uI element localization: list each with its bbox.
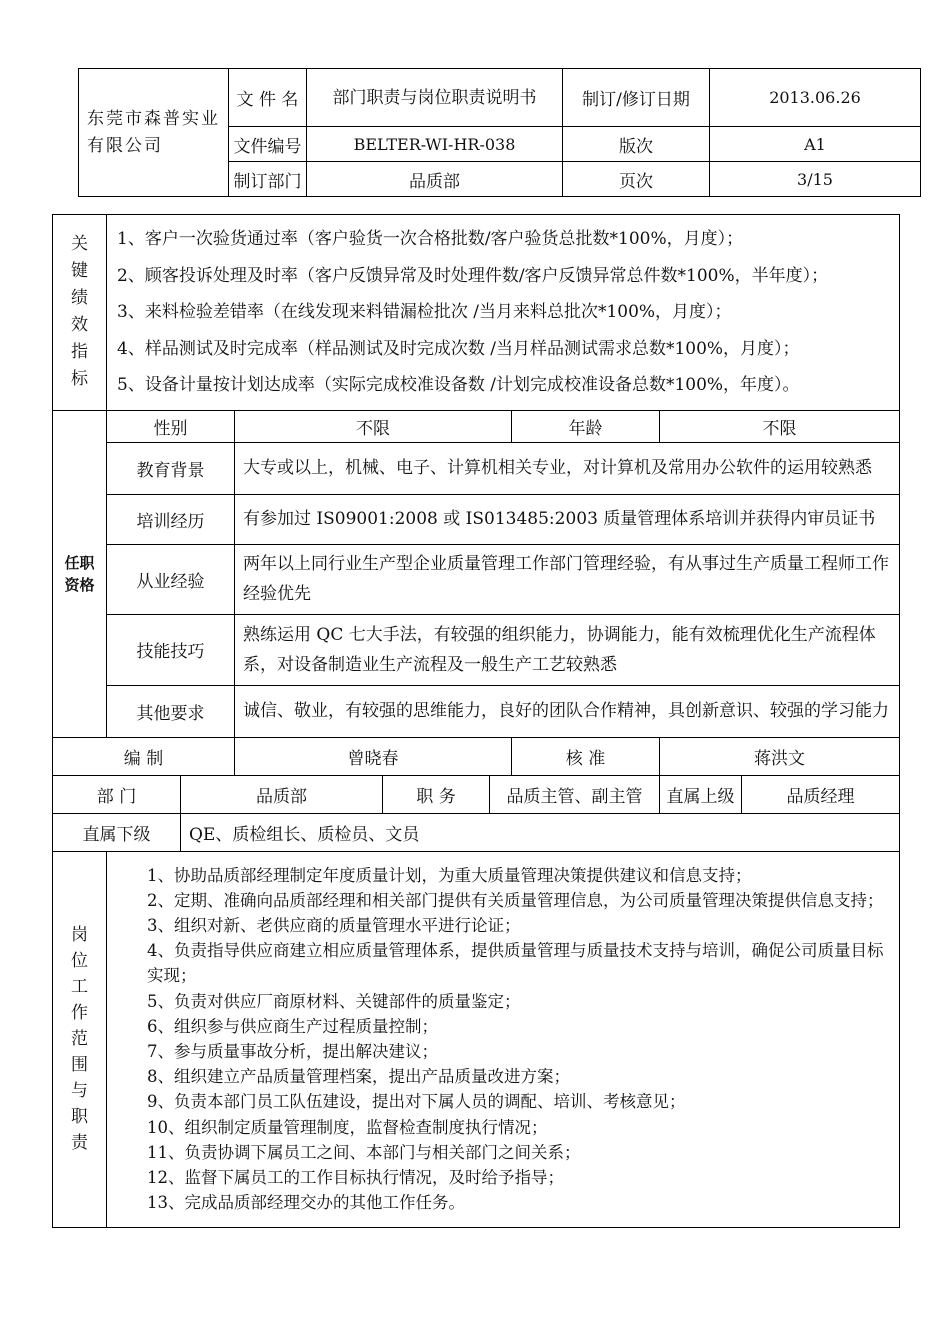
duty-item: 11、负责协调下属员工之间、本部门与相关部门之间关系；: [147, 1142, 581, 1162]
education-label: 教育背景: [107, 442, 235, 494]
position-title-label: 职 务: [383, 775, 490, 813]
other-value: 诚信、敬业，有较强的思维能力，良好的团队合作精神，具创新意识、较强的学习能力: [235, 685, 900, 737]
position-dept-value: 品质部: [181, 775, 383, 813]
duty-item: 1、协助品质部经理制定年度质量计划，为重大质量管理决策提供建议和信息支持；: [147, 865, 752, 885]
gender-label: 性别: [107, 410, 235, 442]
other-label: 其他要求: [107, 685, 235, 737]
superior-label: 直属上级: [660, 775, 742, 813]
kpi-item: 2、顾客投诉处理及时率（客户反馈异常及时处理件数/客户反馈异常总件数*100%，半年度）；: [117, 265, 829, 286]
kpi-item: 4、样品测试及时完成率（样品测试及时完成次数 /当月样品测试需求总数*100%，月度）；: [117, 338, 800, 359]
approver-label: 核 准: [512, 737, 660, 775]
file-name-value: 部门职责与岗位职责说明书: [307, 69, 563, 127]
page-value: 3/15: [710, 162, 921, 197]
duty-item: 10、组织制定质量管理制度，监督检查制度执行情况；: [147, 1117, 548, 1137]
skills-value: 熟练运用 QC 七大手法，有较强的组织能力，协调能力，能有效梳理优化生产流程体系，对设备制造业生产流程及一般生产工艺较熟悉: [235, 614, 900, 685]
duty-item: 12、监督下属员工的工作目标执行情况，及时给予指导；: [147, 1168, 564, 1188]
duty-item: 4、负责指导供应商建立相应质量管理体系，提供质量管理与质量技术支持与培训，确促公司质量目标实现；: [147, 941, 884, 986]
company-name: 东莞市森普实业有限公司: [79, 69, 229, 197]
duty-item: 2、定期、准确向品质部经理和相关部门提供有关质量管理信息，为公司质量管理决策提供信息支持；: [147, 890, 884, 910]
author-label: 编 制: [53, 737, 235, 775]
dept-value: 品质部: [307, 162, 563, 197]
duty-item: 8、组织建立产品质量管理档案，提出产品质量改进方案；: [147, 1067, 570, 1087]
page-label: 页次: [563, 162, 710, 197]
duty-item: 6、组织参与供应商生产过程质量控制；: [147, 1016, 438, 1036]
age-value: 不限: [660, 410, 900, 442]
kpi-item: 5、设备计量按计划达成率（实际完成校准设备数 /计划完成校准设备总数*100%，年度）。: [117, 375, 800, 395]
duty-item: 5、负责对供应厂商原材料、关键部件的质量鉴定；: [147, 991, 521, 1011]
duty-item: 7、参与质量事故分析，提出解决建议；: [147, 1042, 438, 1061]
skills-label: 技能技巧: [107, 614, 235, 685]
date-value: 2013.06.26: [710, 69, 921, 127]
file-name-label: 文 件 名: [229, 69, 307, 127]
subordinate-label: 直属下级: [53, 813, 181, 851]
duty-item: 9、负责本部门员工队伍建设，提出对下属人员的调配、培训、考核意见；: [147, 1092, 686, 1112]
duty-item: 13、完成品质部经理交办的其他工作任务。: [147, 1193, 465, 1213]
position-title-value: 品质主管、副主管: [490, 775, 660, 813]
approver-value: 蒋洪文: [660, 737, 900, 775]
kpi-item: 3、来料检验差错率（在线发现来料错漏检批次 /当月来料总批次*100%，月度）；: [117, 302, 732, 322]
experience-value: 两年以上同行业生产型企业质量管理工作部门管理经验，有从事过生产质量工程师工作经验优先: [235, 544, 900, 614]
duties-label: 岗位工作范围与职责: [53, 851, 107, 1227]
experience-label: 从业经验: [107, 544, 235, 614]
version-label: 版次: [563, 127, 710, 162]
subordinate-value: QE、质检组长、质检员、文员: [181, 813, 900, 851]
author-value: 曾晓春: [235, 737, 512, 775]
dept-label: 制订部门: [229, 162, 307, 197]
date-label: 制订/修订日期: [563, 69, 710, 127]
training-value: 有参加过 IS09001:2008 或 IS013485:2003 质量管理体系培训并获得内审员证书: [235, 494, 900, 544]
kpi-list: [107, 215, 900, 411]
qualification-label: 任职资格: [53, 410, 107, 737]
file-no-label: 文件编号: [229, 127, 307, 162]
position-dept-label: 部 门: [53, 775, 181, 813]
training-label: 培训经历: [107, 494, 235, 544]
version-value: A1: [710, 127, 921, 162]
job-description-table: [52, 214, 900, 1228]
duty-item: 3、组织对新、老供应商的质量管理水平进行论证；: [147, 915, 521, 935]
file-no-value: BELTER-WI-HR-038: [307, 127, 563, 162]
age-label: 年龄: [512, 410, 660, 442]
duties-list: [107, 851, 900, 1227]
kpi-label: 关键绩效指标: [53, 215, 107, 411]
gender-value: 不限: [235, 410, 512, 442]
kpi-item: 1、客户一次验货通过率（客户验货一次合格批数/客户验货总批数*100%，月度）；: [117, 229, 744, 249]
education-value: 大专或以上，机械、电子、计算机相关专业，对计算机及常用办公软件的运用较熟悉: [235, 442, 900, 494]
superior-value: 品质经理: [742, 775, 900, 813]
document-header-table: [78, 68, 921, 197]
